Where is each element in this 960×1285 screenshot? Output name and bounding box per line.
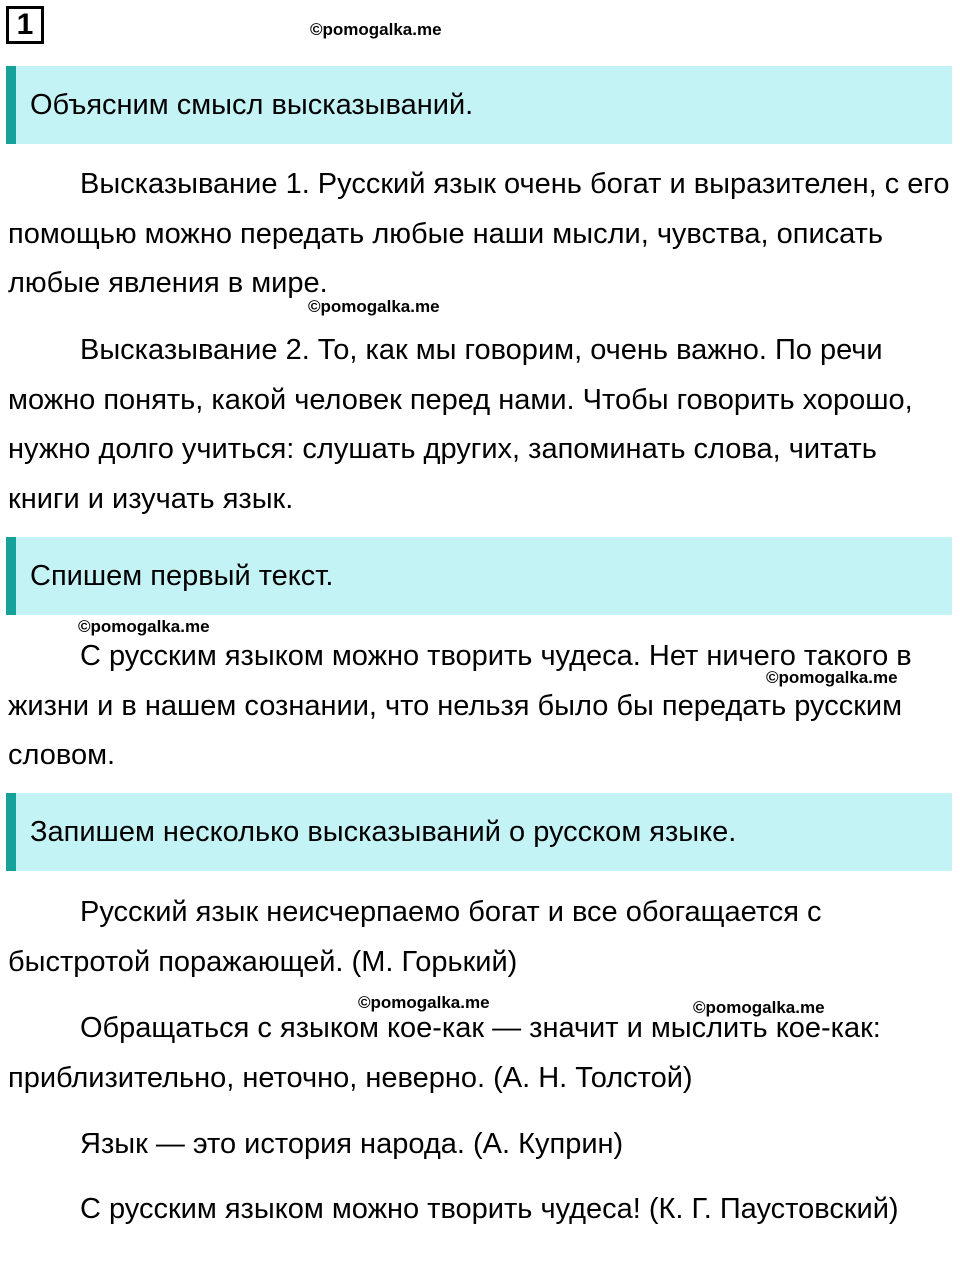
section-3-paragraph-3: Язык — это история народа. (А. Куприн) [80, 1128, 624, 1160]
section-3-paragraph-1: Русский язык неисчерпаемо богат и все обогащается с быстротой поражающей. (М. Горький) [8, 896, 822, 978]
section-2-heading-text: Спишем первый текст. [30, 559, 334, 592]
task-number-badge: 1 [6, 6, 44, 44]
section-1-paragraph-2: Высказывание 2. То, как мы говорим, очень важно. По речи можно понять, какой человек перед нами. Чтобы говорить хорошо, нужно долго учиться: слушать других, запоминать слова, читать книги и изучать язык. [8, 334, 913, 515]
section-3-heading-text: Запишем несколько высказываний о русском языке. [30, 815, 737, 848]
watermark: ©pomogalka.me [78, 617, 210, 636]
section-1-paragraph-1: Высказывание 1. Русский язык очень богат и выразителен, с его помощью можно передать любые наши мысли, чувства, описать любые явления в мире. [8, 168, 950, 299]
section-3-paragraph-2: Обращаться с языком кое-как — значит и мыслить кое-как: приблизительно, неточно, неверно. (А. Н. Толстой) [8, 1012, 881, 1094]
section-2-paragraph-1: С русским языком можно творить чудеса. Нет ничего такого в жизни и в нашем сознании, что нельзя было бы передать русским словом. [8, 640, 912, 771]
section-1-heading-text: Объясним смысл высказываний. [30, 88, 474, 121]
section-1-heading [6, 66, 952, 144]
section-3-paragraph-4: С русским языком можно творить чудеса! (К. Г. Паустовский) [80, 1193, 899, 1225]
section-2-heading [6, 537, 952, 615]
watermark: ©pomogalka.me [310, 20, 442, 39]
watermark: ©pomogalka.me [693, 998, 825, 1017]
watermark: ©pomogalka.me [308, 297, 440, 316]
watermark: ©pomogalka.me [358, 993, 490, 1012]
watermark: ©pomogalka.me [766, 668, 898, 687]
section-3-heading [6, 793, 952, 871]
